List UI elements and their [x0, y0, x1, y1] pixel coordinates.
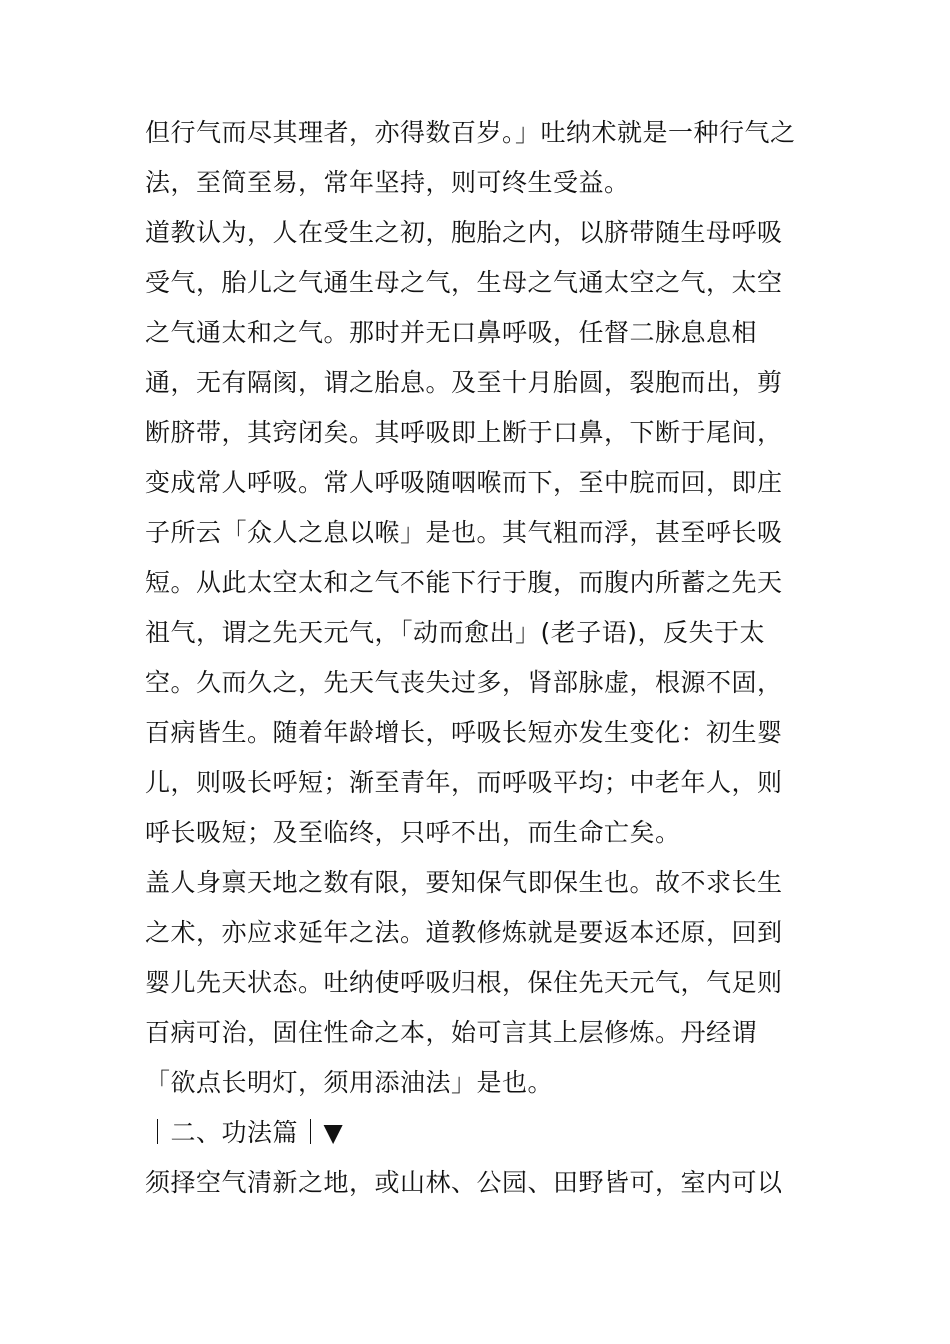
body-text	[145, 108, 815, 1208]
text-line-12: 空。久而久之，先天气丧失过多，肾部脉虚，根源不固，	[145, 668, 783, 697]
text-line-20: 「欲点长明灯，须用添油法」是也。	[145, 1068, 554, 1097]
text-line-3: 道教认为，人在受生之初，胞胎之内，以脐带随生母呼吸	[145, 218, 783, 247]
text-line-10: 短。从此太空太和之气不能下行于腹，而腹内所蓄之先天	[145, 568, 783, 597]
text-line-14: 儿，则吸长呼短；渐至青年，而呼吸平均；中老年人，则	[145, 768, 783, 797]
text-line-18: 婴儿先天状态。吐纳使呼吸归根，保住先天元气，气足则	[145, 968, 783, 997]
text-line-8: 变成常人呼吸。常人呼吸随咽喉而下，至中脘而回，即庄	[145, 468, 783, 497]
text-line-4: 受气，胎儿之气通生母之气，生母之气通太空之气，太空	[145, 268, 783, 297]
text-line-22: 须择空气清新之地，或山林、公园、田野皆可，室内可以	[145, 1168, 783, 1197]
text-line-9: 子所云「众人之息以喉」是也。其气粗而浮，甚至呼长吸	[145, 518, 783, 547]
text-line-16: 盖人身禀天地之数有限，要知保气即保生也。故不求长生	[145, 868, 783, 897]
text-line-11: 祖气，谓之先天元气，「动而愈出」(老子语)，反失于太	[145, 618, 766, 647]
text-line-1: 但行气而尽其理者，亦得数百岁。」吐纳术就是一种行气之	[145, 118, 796, 147]
text-line-17: 之术，亦应求延年之法。道教修炼就是要返本还原，回到	[145, 918, 783, 947]
text-line-6: 通，无有隔阂，谓之胎息。及至十月胎圆，裂胞而出，剪	[145, 368, 783, 397]
text-line-2: 法，至简至易，常年坚持，则可终生受益。	[145, 168, 630, 197]
text-line-15: 呼长吸短；及至临终，只呼不出，而生命亡矣。	[145, 818, 681, 847]
text-line-5: 之气通太和之气。那时并无口鼻呼吸，任督二脉息息相	[145, 318, 758, 347]
section-heading: ｜二、功法篇｜▼	[145, 1118, 344, 1147]
text-line-19: 百病可治，固住性命之本，始可言其上层修炼。丹经谓	[145, 1018, 758, 1047]
text-line-13: 百病皆生。随着年龄增长，呼吸长短亦发生变化：初生婴	[145, 718, 783, 747]
text-line-7: 断脐带，其窍闭矣。其呼吸即上断于口鼻，下断于尾间，	[145, 418, 783, 447]
